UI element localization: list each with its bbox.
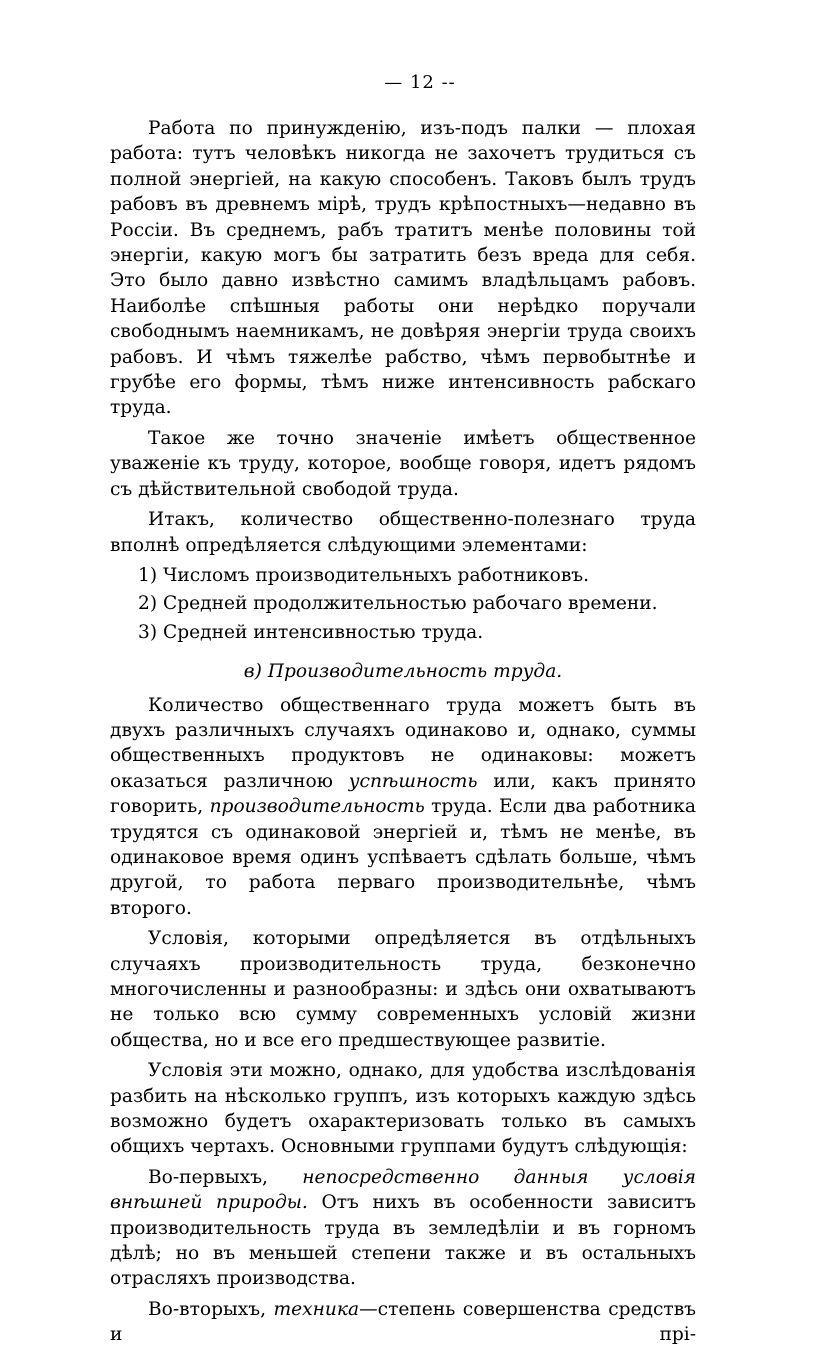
- paragraph: Такое же точно значеніе имѣетъ общественное уваженіе къ труду, которое, вообще говоря, идетъ рядомъ съ дѣйствительной свободой труда.: [110, 427, 696, 500]
- list-item: 3) Средней интенсивностью труда.: [138, 621, 484, 643]
- italic-term: непосредственно данныя условія внѣшней природы.: [110, 1166, 696, 1214]
- text-run: или, какъ принято говорить,: [110, 770, 696, 818]
- italic-term: производительность: [209, 796, 425, 818]
- text-run: Количество общественнаго труда можетъ быть въ двухъ различныхъ случаяхъ одинаково и, однако, суммы общественныхъ продуктовъ не одинаковы: можетъ оказаться различною: [110, 694, 696, 792]
- text-run: труда. Если два работника трудятся съ одинаковой энергіей и, тѣмъ не менѣе, въ одинаковое время одинъ успѣваетъ сдѣлать больше, чѣмъ другой, то работа перваго производительнѣе, чѣмъ второго.: [110, 796, 696, 919]
- body-text: [110, 116, 696, 1353]
- italic-term: успѣшность: [348, 770, 478, 792]
- text-run: Во-вторыхъ,: [148, 1298, 274, 1320]
- italic-term: техника: [273, 1298, 360, 1320]
- list-item: 1) Числомъ производительныхъ работниковъ.: [138, 564, 590, 586]
- paragraph: [110, 1165, 696, 1292]
- paragraph: [110, 693, 696, 922]
- paragraph: Работа по принужденію, изъ-подъ палки — плохая работа: тутъ человѣкъ никогда не захочетъ трудиться съ полной энергіей, на какую способенъ. Таковъ былъ трудъ рабовъ въ древнемъ мірѣ, трудъ крѣпостныхъ—недавно въ Россіи. Въ среднемъ, рабъ тратитъ менѣе половины той энергіи, какую могъ бы затратить безъ вреда для себя. Это было давно извѣстно самимъ владѣльцамъ рабовъ. Наиболѣе спѣшныя работы они нерѣдко поручали свободнымъ наемникамъ, не довѣряя энергіи труда своихъ рабовъ. И чѣмъ тяжелѣе рабство, чѣмъ первобытнѣе и грубѣе его формы, тѣмъ ниже интенсивность рабскаго труда.: [110, 118, 696, 419]
- list-item: 2) Средней продолжительностью рабочаго времени.: [138, 593, 658, 615]
- text-run: —степень совершенства средствъ и прі-: [110, 1298, 696, 1346]
- paragraph: Условія эти можно, однако, для удобства изслѣдованія разбить на нѣсколько группъ, изъ которыхъ каждую здѣсь возможно будетъ охарактеризовать только въ самыхъ общихъ чертахъ. Основными группами будутъ слѣдующія:: [110, 1060, 696, 1158]
- page-number: — 12 --: [384, 72, 456, 93]
- text-run: Во-первыхъ,: [148, 1166, 303, 1188]
- paragraph: [110, 1297, 696, 1348]
- paragraph: Итакъ, количество общественно-полезнаго труда вполнѣ опредѣляется слѣдующими элементами:: [110, 509, 696, 556]
- text-run: Отъ нихъ въ особенности зависитъ производительность труда въ земледѣліи и въ горномъ дѣлѣ; но въ меньшей степени также и въ остальныхъ отрасляхъ производства.: [110, 1192, 696, 1290]
- paragraph: Условія, которыми опредѣляется въ отдѣльныхъ случаяхъ производительность труда, безконечно многочисленны и разнообразны: и здѣсь они охватываютъ не только всю сумму современныхъ условій жизни общества, но и все его предшествующее развитіе.: [110, 928, 696, 1051]
- section-heading-text: в) Производительность труда.: [243, 661, 563, 683]
- section-heading: [110, 659, 696, 684]
